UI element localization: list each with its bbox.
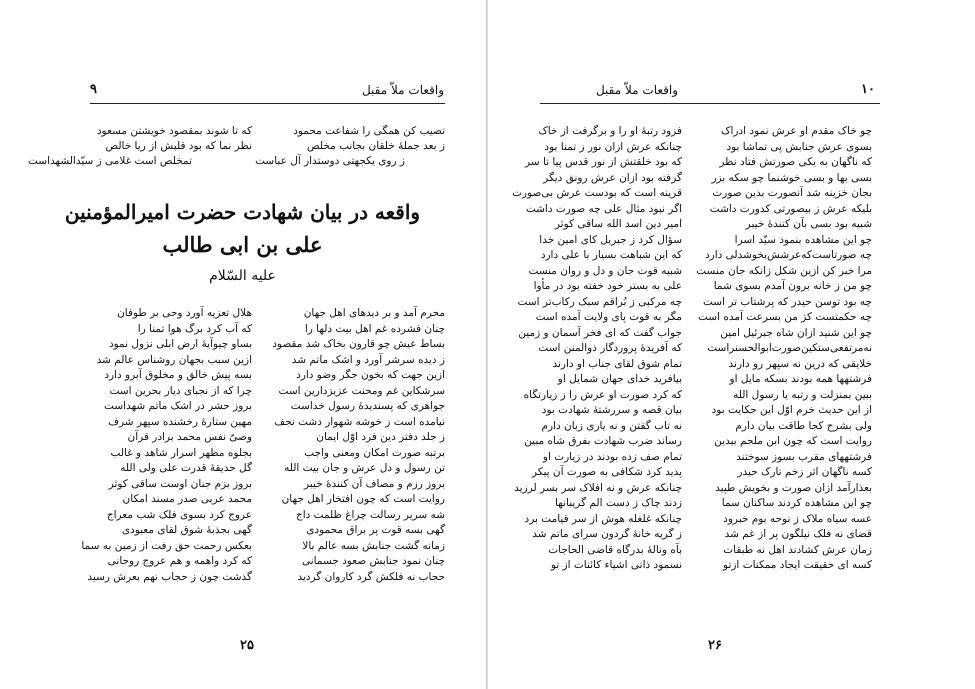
verse-line: ازین جهت که بخون جگر وضو دارد — [296, 369, 445, 381]
verse-line: چه حکمتست کز من بسرعت آمده است — [698, 311, 872, 323]
verse-line: بروز بزم جنان اوست ساقی کوثر — [108, 477, 252, 490]
verse-line: بجلوه مظهر اسرار شاهد و غالب — [110, 446, 252, 459]
verse-line: چنانکه عرش و نه افلاک سر بسر لرزید — [514, 481, 682, 494]
verse-line: از این حدیث خرم اوّل این حکایت بود — [711, 404, 872, 416]
verse-line: بجان خزینه شد آنصورت بدین صورت — [712, 187, 872, 199]
verse-line: گهی بجذبهٔ شوق لقای معبودی — [121, 524, 252, 536]
verse-line: وصیّ نفس محمد برادر قرآن — [127, 431, 252, 443]
verse-line: بساط عیش چو قارون بخاک شد مقصود — [272, 338, 445, 350]
verse-line: ز روی یکجهتی دوستدار آل عباست — [255, 155, 405, 167]
verse-line: چه صورتاست‌که‌عرشش‌بخوشدلی دارد — [704, 249, 872, 261]
verse-line: بعکس رحمت حق رفت از زمین به سما — [81, 539, 252, 552]
verse-line: چنانکه غلغله هوش از سر قیامت برد — [524, 512, 682, 525]
verse-line: ز بعد جملهٔ خلقان بجانب مخلص — [307, 140, 445, 152]
verse-line: که تا شوند بمقصود خویشتن مسعود — [96, 125, 252, 137]
running-title: واقعات ملاّ مقبل — [361, 83, 444, 97]
verse-line: مگر به قوت پای ولایت آمده است — [535, 311, 682, 323]
verse-line: مهین ستارهٔ رخشنده سپهر شرف — [108, 415, 252, 428]
verse-line: خلایقی که درین نه سپهر رو دارند — [728, 357, 872, 370]
left-page — [0, 0, 487, 689]
verse-line: روایت است که چون افتخار اهل جهان — [281, 493, 445, 505]
verse-line: چه مرکبی ز بُراقم سبک رکاب‌تر است — [517, 295, 682, 308]
verse-line: نیامده است ز خوشه شهوار دشت نجف — [274, 415, 445, 428]
verse-line: برتبه صورت امکان ومعنی واجب — [304, 446, 445, 459]
section-subheading: علی بن ابی طالب — [162, 232, 323, 257]
verse-line: که این شباهت بسیار با علی دارد — [540, 249, 682, 261]
verse-line: چو این مشاهده بنمود سیّد اسرا — [734, 233, 872, 246]
page-number: ۲۶ — [708, 638, 722, 653]
page-number: ۲۵ — [240, 638, 254, 653]
verse-line: محرم آمد و بر دیدهای اهل جهان — [303, 307, 445, 319]
header-rule — [540, 103, 880, 104]
verse-line: شه سریر رسالت چراغ ظلمت داج — [295, 508, 445, 521]
verse-line: فرشتهها همه بودند بسکه مایل او — [729, 373, 872, 385]
verse-line: که کرد صورت او عرش را ز زیارتگاه — [523, 388, 682, 401]
verse-line: ز جلد دفتر دین فرد اوّل ایمان — [316, 431, 445, 443]
verse-line: نسمود ذاتی اشیاء کائنات از تو — [550, 559, 682, 571]
verse-line: تصیب کن همگی را شفاعت محمود — [293, 125, 445, 137]
verse-line: بلیکه عرش ز بیصورتی کدورت داشت — [709, 202, 872, 215]
verse-line: زمانه گشت جنابش بسه عالم بالا — [302, 539, 445, 552]
verse-line: نه‌مر‌تفعی‌ستکین‌صورت‌ابوالحسنراست — [707, 342, 872, 354]
verse-line: که آفریدهٔ پروردگار ذوالمنن است — [538, 342, 682, 354]
verse-line: که بود خلقتش از نور قدس پیا تا سر — [525, 156, 682, 168]
right-page — [488, 0, 975, 689]
verse-line: قضای نه فلک نیلگون پر از غم شد — [724, 528, 872, 540]
verse-line: چنان نمود جنابش صعود جسمانی — [301, 555, 445, 567]
verse-line: زدند چاک ز دست الم گریبانها — [555, 497, 682, 509]
couplets-left-column — [27, 124, 252, 169]
verse-line: هلال تعزیه آورد وحی بر طوفان — [117, 307, 252, 319]
verse-line: گل حدیقهٔ قدرت علی ولی الله — [120, 462, 252, 474]
verse-line: نظر نما که بود قلبش از ریا خالص — [105, 140, 252, 152]
verse-line: چو خاک مقدم او عرش نمود ادراک — [721, 125, 872, 137]
verse-line: بساو چیوآیهٔ ارض ابلی نزول نمود — [108, 338, 252, 350]
verse-line: تمام شوق لقای جناب او دارند — [552, 357, 682, 370]
verse-line: که ناگهان به یکی صورتش فتاد نظر — [719, 156, 872, 168]
verse-line: چنانکه عرش ازان نور ز تمنا بود — [544, 140, 682, 153]
verse-column-left — [512, 124, 682, 574]
verse-line: فزود رتبهٔ او را و برگرفت از خاک — [538, 125, 682, 137]
verse-line: چو این مشاهده کردند ساکنان سما — [721, 497, 872, 509]
verse-line: ز دیده سرشر آورد و اشک ماتم شد — [291, 353, 445, 366]
verse-line: مرا خبر کن ازین شکل زانکه جان منست — [696, 264, 872, 277]
verse-line: بآه ونالهٔ بدرگاه قاضی الحاجات — [548, 543, 682, 556]
verse-line: علی به بستر خود خفته بود در مأوا — [533, 280, 682, 292]
verse-line: اگر نبود مثال علی چه صورت داشت — [525, 202, 682, 215]
verse-line: ولی بشرح کجا طاقت بیان دارم — [735, 419, 872, 432]
verse-line: سؤال کرد ز جبریل کای امین خدا — [539, 233, 682, 246]
verse-line: فرشتههای مقرب بسوز سوختند — [736, 450, 872, 463]
verse-column-right — [265, 306, 445, 585]
verse-line: گهی بسه قوت پر براق محمودی — [306, 524, 445, 536]
verse-line: نه تاب گفتن و نه یاری زبان دارم — [541, 419, 682, 432]
verse-line: بسه پیش خالق و مخلوق آبرو دارد — [104, 369, 252, 381]
verse-column-left — [81, 306, 252, 585]
verse-line: سرشکاین غم ومحنت عزیزدارین است — [278, 384, 445, 397]
verse-line: چو من ز خانه برون آمدم بسوی شما — [713, 280, 872, 292]
verse-line: تمام صف زده بودند در زیارت او — [542, 450, 682, 463]
verse-line: تمخلص است غلامی ز سیّدالشهداست — [27, 155, 192, 167]
couplets-right-column — [255, 124, 445, 169]
verse-line: چو این شنید ازان شاه جبرئیل امین — [720, 326, 872, 339]
verse-line: زمان عرش کشادند اهل نه طبقات — [723, 543, 872, 556]
verse-line: محمد عربی صدر مسند امکان — [122, 493, 252, 505]
verse-line: تن رسول و دل عرش و جان بیت الله — [284, 462, 445, 474]
verse-line: چرا که از نجبای دیار بحرین است — [109, 384, 252, 397]
section-honorific: علیه السّلام — [209, 268, 276, 284]
running-title: واقعات ملاّ مقبل — [595, 83, 678, 97]
verse-line: جواهری که پسندیدهٔ رسول خداست — [290, 400, 445, 412]
verse-column-right — [694, 124, 872, 574]
verse-line: گرفته بود ازان عرش رونق دیگر — [543, 171, 682, 184]
verse-line: امیر دین اسد الله ساقی کوثر — [554, 218, 682, 230]
verse-line: چه بود توسن حیدر که پرشتاب تر است — [702, 295, 872, 308]
verse-line: حجاب نه فلکش گرد کاروان گردید — [297, 570, 445, 583]
verse-line: کسه ای حقیقت ایجاد ممکنات ازتو — [723, 559, 872, 571]
folio-number: ۱۰ — [861, 82, 875, 97]
verse-line: بسوی عرش جنابش پی تماشا بود — [726, 140, 872, 153]
verse-line: پدید کرد شکافی به صورت آن پیکر — [531, 466, 682, 478]
verse-line: عسه سیاه ملاک ز نوحه بوم خبرود — [723, 512, 872, 525]
verse-line: بسی بها و بسی خوشنما چو سکه بزر — [711, 171, 872, 184]
verse-line: ز گریه خانهٔ گردون سرای ماتم شد — [532, 528, 682, 540]
verse-line: بروز رزم و مصاف آن کنندهٔ خیبر — [303, 477, 445, 490]
verse-line: رساند ضرب شهادت بفرق شاه مبین — [524, 435, 682, 447]
verse-line: عروج کرد بسوی فلک شب معراج — [106, 508, 252, 521]
verse-line: قرینه است که بودست عرش بی‌صورت — [512, 187, 682, 199]
verse-line: بیان قصه و سررشتهٔ شهادت بود — [541, 404, 682, 416]
verse-line: روایت است که چون ابن ملجم بیدین — [714, 435, 872, 447]
verse-line: چنان فشرده غم اهل بیت دلها را — [304, 322, 445, 335]
verse-line: شبیه بود بسی بآن کنندهٔ خیبر — [745, 218, 872, 230]
verse-line: جواب گفت که ای فخر آسمان و زمین — [518, 326, 682, 339]
verse-line: بعذارآمد ازان صورت و بخویش طپید — [715, 481, 872, 494]
verse-line: که آب کرد برگ هوا تمنا را — [137, 322, 252, 335]
folio-number: ۹ — [90, 82, 97, 97]
verse-line: کسه ناگهان اثر زخم تارک حیدر — [737, 466, 872, 478]
header-rule — [90, 103, 445, 104]
section-heading: واقعه در بیان شهادت حضرت امیرالمؤمنین — [64, 200, 421, 224]
verse-line: بروز حشر در اشک ماتم شهداست — [104, 400, 252, 412]
verse-line: گذشت چون ز حجاب نهم بعرش رسید — [87, 570, 252, 583]
verse-line: شبیه قوت جان و دل و روان منست — [528, 264, 682, 277]
verse-line: که کرد واهمه و هم عروج روحانی — [107, 555, 252, 567]
verse-line: ازین سبب بجهان روشناس عالم شد — [96, 353, 252, 366]
verse-line: بیافرید خدای جهان شمایل او — [557, 373, 682, 385]
verse-line: ببین بمنزلت و رتبه یا رسول الله — [733, 388, 872, 401]
